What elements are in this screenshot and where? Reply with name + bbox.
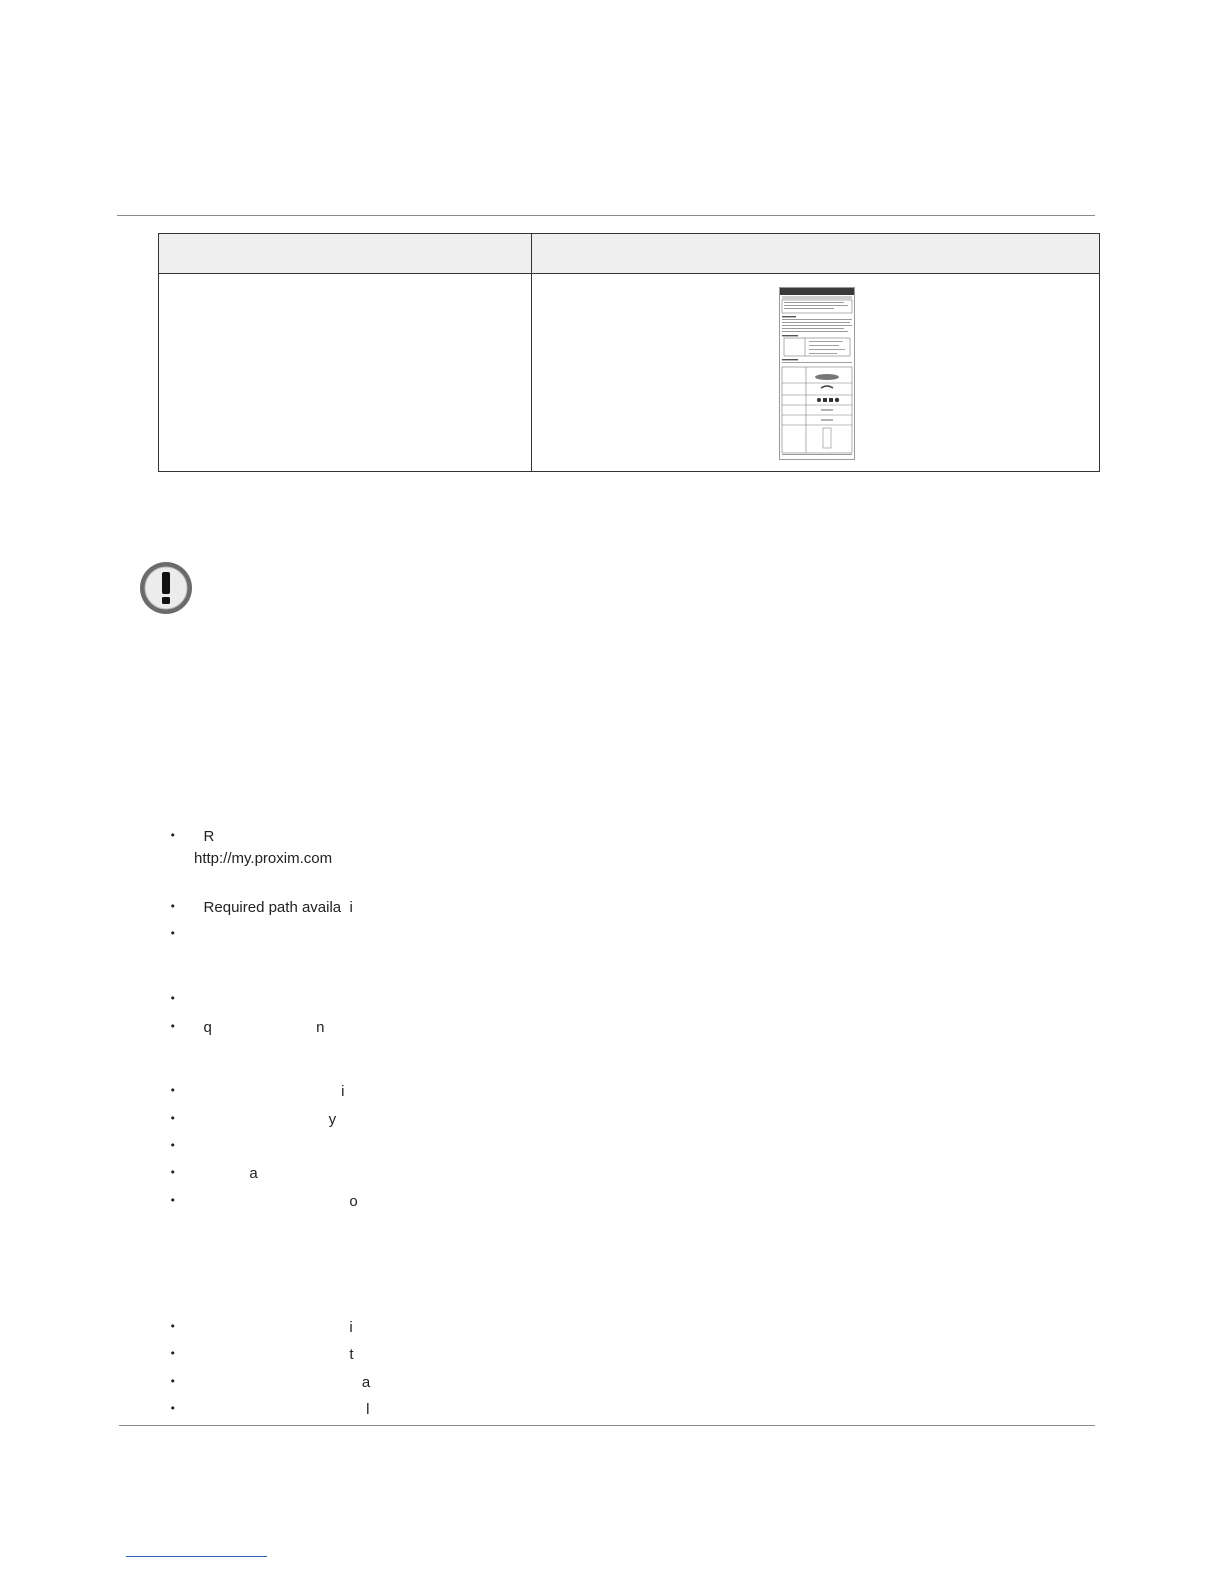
bullet-icon: • xyxy=(169,1347,177,1360)
bullet-icon: • xyxy=(169,1194,177,1207)
bullet-icon: • xyxy=(169,1166,177,1179)
bullet-icon: • xyxy=(169,1320,177,1333)
list-item: • Required path availa i xyxy=(169,899,353,916)
bullet-icon: • xyxy=(169,1375,177,1388)
list-item xyxy=(160,1116,204,1152)
bullet-icon: • xyxy=(169,829,177,842)
list-item: • a xyxy=(169,1374,371,1391)
bullet-icon: • xyxy=(169,1084,177,1097)
list-item xyxy=(160,904,204,940)
table-header-row xyxy=(159,234,1099,274)
list-item: • a xyxy=(169,1165,258,1182)
list-item: • o xyxy=(169,1193,358,1210)
bullet-icon: • xyxy=(169,1139,177,1152)
quick-installation-guide-thumbnail xyxy=(779,287,855,460)
table-column-divider xyxy=(531,234,532,471)
list-item: • l xyxy=(169,1401,370,1418)
bullet-icon: • xyxy=(169,1020,177,1033)
bullet-icon: • xyxy=(169,927,177,940)
footer-link-underline[interactable] xyxy=(126,1556,267,1557)
support-link-text: http://my.proxim.com xyxy=(194,850,333,867)
list-item: • t xyxy=(169,1346,354,1363)
bullet-icon: • xyxy=(169,1402,177,1415)
list-item xyxy=(160,969,204,1005)
bullet-icon: • xyxy=(169,900,177,913)
package-contents-table xyxy=(158,233,1100,472)
bullet-icon: • xyxy=(169,992,177,1005)
footer-rule xyxy=(119,1425,1095,1426)
bullet-icon: • xyxy=(169,1112,177,1125)
list-item: • y xyxy=(169,1111,337,1128)
exclamation-circle-icon xyxy=(138,560,194,616)
header-rule xyxy=(117,215,1095,216)
list-item: • q n xyxy=(169,1019,325,1036)
list-item: • i xyxy=(169,1083,345,1100)
list-item: • R xyxy=(169,828,215,845)
list-item: • i xyxy=(169,1319,353,1336)
